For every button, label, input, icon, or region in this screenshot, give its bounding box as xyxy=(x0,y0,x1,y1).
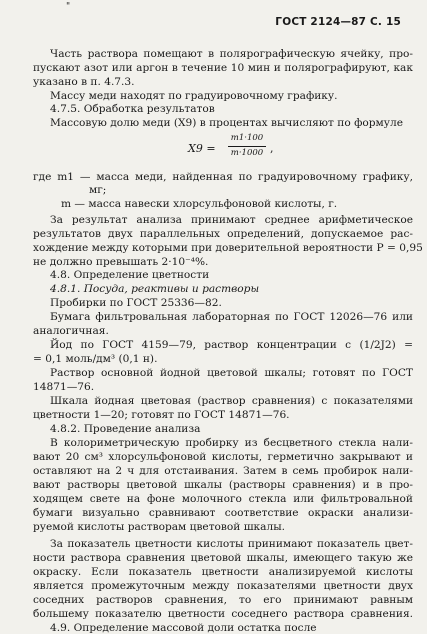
running-header: ГОСТ 2124—87 С. 15 xyxy=(275,16,401,28)
formula-trail: , xyxy=(270,142,274,155)
evaluation-line: окраску. Если показатель цветности анализируемой кислоты xyxy=(33,566,413,578)
body-line: пускают азот или аргон в течение 10 мин и полярографируют, как xyxy=(33,62,413,74)
list-item: Шкала йодная цветовая (раствор сравнения) с показателями xyxy=(50,395,413,407)
where-line: где m1 — масса меди, найденная по градуировочному графику, xyxy=(33,171,413,183)
procedure-line: руемой кислоты растворам цветовой шкалы. xyxy=(33,521,286,533)
section-heading-4-8: 4.8. Определение цветности xyxy=(50,269,210,281)
fraction-bar xyxy=(228,146,266,147)
subsection-heading-4-8-2: 4.8.2. Проведение анализа xyxy=(50,423,201,435)
section-heading-4-9: 4.9. Определение массовой доли остатка после xyxy=(50,622,317,634)
list-item: Раствор основной йодной цветовой шкалы; готовят по ГОСТ xyxy=(50,367,413,379)
list-item: аналогичная. xyxy=(33,325,109,337)
body-line: Массу меди находят по градуировочному графику. xyxy=(50,90,338,102)
subsection-heading-4-8-1: 4.8.1. Посуда, реактивы и растворы xyxy=(50,283,260,295)
body-line: Часть раствора помещают в полярографическую ячейку, про- xyxy=(50,48,413,60)
procedure-line: вают 20 см³ хлорсульфоновой кислоты, герметично закрывают и xyxy=(33,451,413,463)
result-line: За результат анализа принимают среднее арифметическое xyxy=(50,214,413,226)
formula-x9 xyxy=(188,131,288,163)
evaluation-line: За показатель цветности кислоты принимают показатель цвет- xyxy=(50,538,413,550)
result-line: результатов двух параллельных определений, допускаемое рас- xyxy=(33,228,413,240)
body-line: указано в п. 4.7.3. xyxy=(33,76,135,88)
evaluation-line: ности раствора сравнения цветовой шкалы, имеющего такую же xyxy=(33,552,413,564)
procedure-line: В колориметрическую пробирку из бесцветного стекла нали- xyxy=(50,437,413,449)
procedure-line: бумаги визуально сравнивают соответствие окраски анализи- xyxy=(33,507,413,519)
list-item: Бумага фильтровальная лабораторная по ГОСТ 12026—76 или xyxy=(50,311,413,323)
formula-numerator: m1·100 xyxy=(230,133,264,143)
list-item: Йод по ГОСТ 4159—79, раствор концентрации c (1/2J2) = xyxy=(50,339,413,351)
subsection-heading-4-7-5: 4.7.5. Обработка результатов xyxy=(50,103,215,115)
procedure-line: оставляют на 2 ч для отстаивания. Затем в семь пробирок нали- xyxy=(33,465,413,477)
list-item: Пробирки по ГОСТ 25336—82. xyxy=(50,297,222,309)
list-item: = 0,1 моль/дм³ (0,1 н). xyxy=(33,353,158,365)
result-line: не должно превышать 2·10⁻⁴%. xyxy=(33,256,209,268)
evaluation-line: соседних растворов сравнения, то его принимают равным xyxy=(33,594,413,606)
result-line: хождение между которыми при доверительной вероятности P = 0,95 xyxy=(33,242,423,254)
formula-denominator: m·1000 xyxy=(230,148,264,158)
formula-lhs: X9 = xyxy=(188,142,216,155)
body-line: Массовую долю меди (X9) в процентах вычисляют по формуле xyxy=(50,117,403,129)
procedure-line: ходящем свете на фоне молочного стекла или фильтровальной xyxy=(33,493,413,505)
where-line: m — масса навески хлорсульфоновой кислоты, г. xyxy=(61,198,338,210)
list-item: 14871—76. xyxy=(33,381,95,393)
list-item: цветности 1—20; готовят по ГОСТ 14871—76. xyxy=(33,409,290,421)
top-mark: " xyxy=(66,2,71,12)
procedure-line: вают растворы цветовой шкалы (растворы сравнения) и в про- xyxy=(33,479,413,491)
evaluation-line: большему показателю цветности соседнего раствора сравнения. xyxy=(33,608,413,620)
where-line: мг; xyxy=(89,184,107,196)
evaluation-line: является промежуточным между показателями цветности двух xyxy=(33,580,413,592)
